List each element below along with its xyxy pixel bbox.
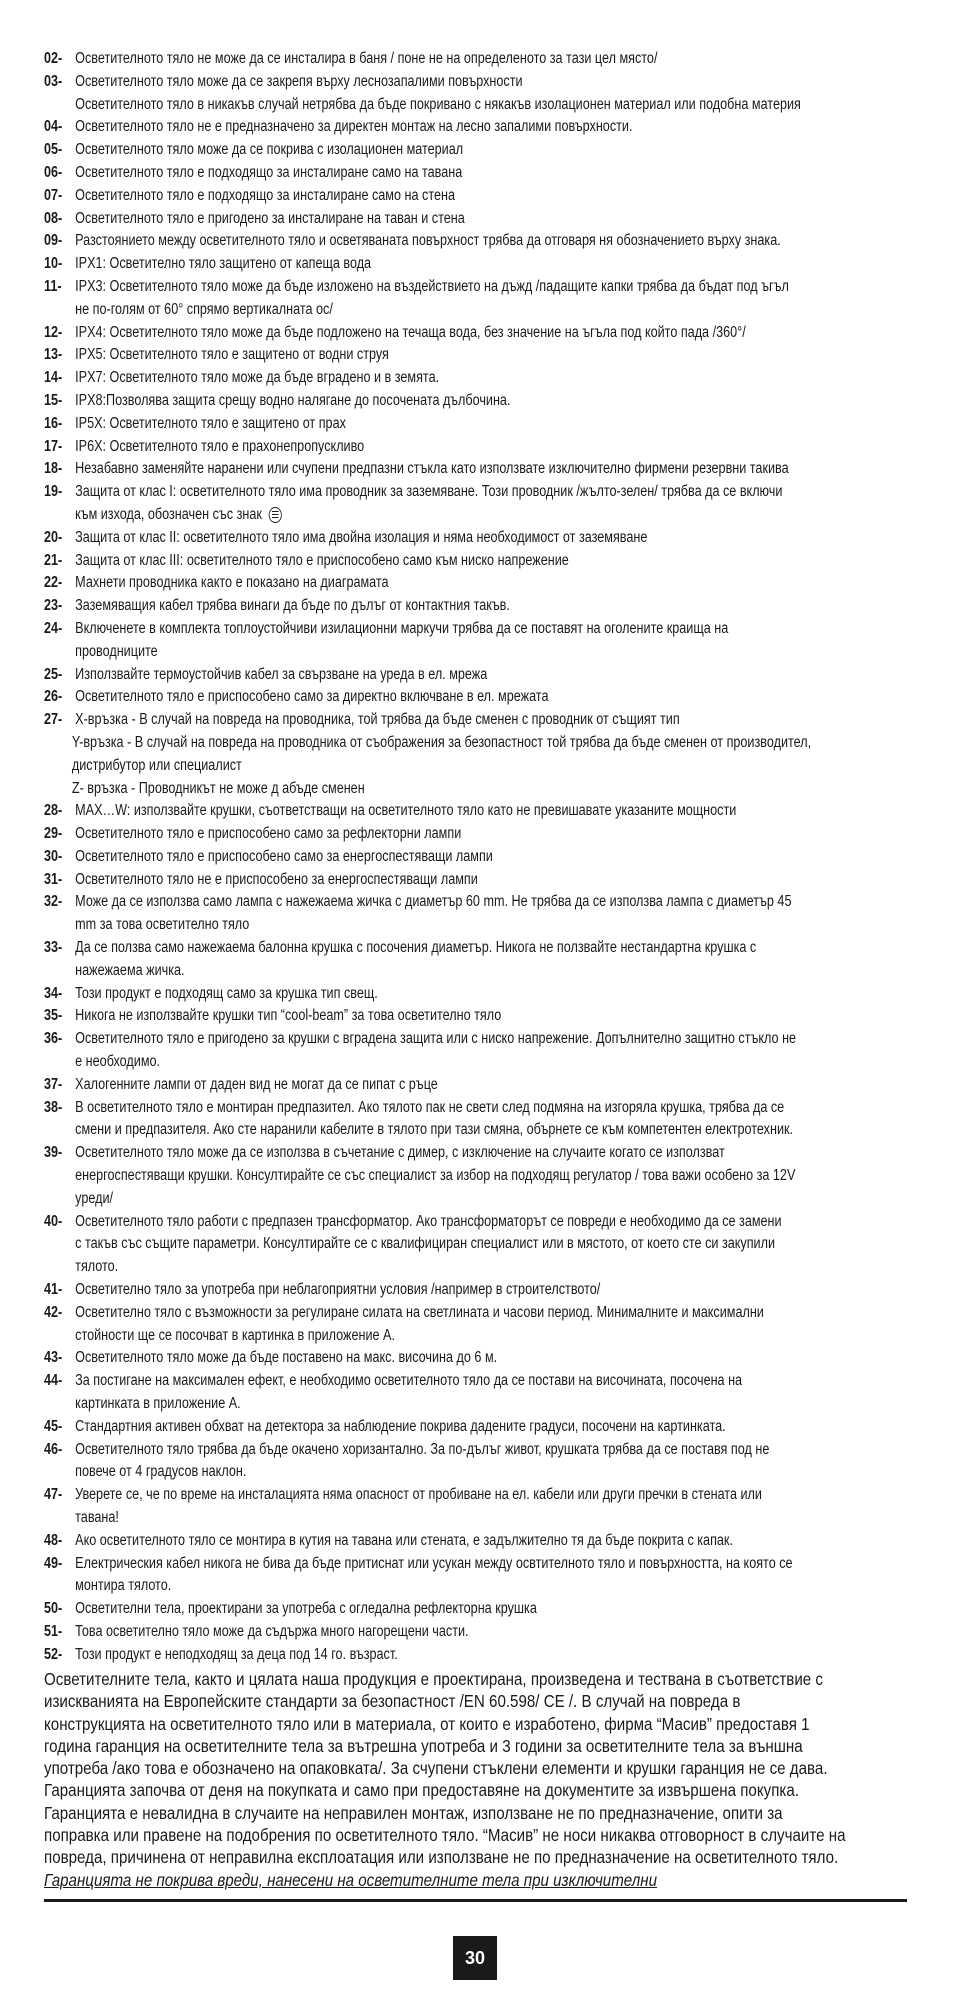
item-text: Стандартния активен обхват на детектора за наблюдение покрива дадените градуси, посочени на картинката.: [75, 1417, 726, 1435]
list-item: [44, 595, 954, 618]
bottom-rule: [44, 1899, 907, 1902]
list-item-continuation: [44, 755, 952, 778]
item-text: IPX8:Позволява защита срещу водно налягане до посочената дълбочина.: [75, 391, 511, 409]
item-number: 27-: [44, 711, 63, 729]
item-text: не по-голям от 60° спрямо вертикалната ос/: [75, 300, 333, 318]
list-item: [44, 1598, 954, 1621]
warranty-line: Осветителните тела, както и цялата наша продукция е проектирана, произведена и тествана в съответствие с: [44, 1669, 823, 1689]
list-item: [44, 413, 954, 436]
item-number: 51-: [44, 1622, 63, 1640]
item-text: енергоспестяващи крушки. Консултирайте се със специалист за избор на подходящ регулатор / това важи особено за 12V: [75, 1167, 796, 1185]
item-text: Използвайте термоустойчив кабел за свързване на уреда в ел. мрежа: [75, 665, 488, 683]
item-text: Незабавно заменяйте наранени или счупени предпазни стъкла като използвате изключително фирмени резервни такива: [75, 460, 789, 478]
list-item: [44, 686, 954, 709]
list-item-continuation: [44, 1461, 954, 1484]
item-number: 37-: [44, 1075, 63, 1093]
item-text: Z- връзка - Проводникът не може д абъде сменен: [71, 779, 365, 797]
item-text: Махнети проводника както е показано на диаграмата: [75, 574, 389, 592]
list-item: [44, 1211, 954, 1234]
item-text: Защита от клас III: осветителното тяло е приспособено само към ниско напрежение: [75, 551, 569, 569]
item-number: 11-: [44, 277, 62, 295]
item-number: 29-: [44, 825, 63, 843]
item-number: 06-: [44, 163, 63, 181]
item-text: Осветителното тяло не е предназначено за директен монтаж на лесно запалими повърхности.: [75, 118, 633, 136]
list-item-continuation: [44, 914, 954, 937]
list-item: [44, 550, 954, 573]
list-item-continuation: [44, 1325, 954, 1348]
item-number: 13-: [44, 346, 63, 364]
item-number: 10-: [44, 255, 63, 273]
item-text: IP6X: Осветителното тяло е прахонепропускливо: [75, 437, 365, 455]
item-text: Никога не използвайте крушки тип “cool-beam” за това осветително тяло: [75, 1007, 502, 1025]
list-item-continuation: [44, 1507, 954, 1530]
list-item: [44, 116, 954, 139]
list-item-continuation: [44, 94, 954, 117]
item-number: 38-: [44, 1098, 63, 1116]
item-number: 07-: [44, 186, 63, 204]
item-text: монтира тялото.: [75, 1577, 172, 1595]
item-text: стойности ще се посочват в картинка в приложение А.: [75, 1326, 395, 1344]
list-item: [44, 344, 954, 367]
warranty-line: поправка или правене на подобрения по осветителното тяло. “Масив” не носи никаква отговорност в случаите на: [44, 1825, 846, 1846]
item-text: MAX…W: използвайте крушки, съответстващи на осветителното тяло като не превишавате указаните мощности: [75, 802, 737, 820]
item-number: 28-: [44, 802, 63, 820]
list-item: [44, 390, 954, 413]
item-number: 34-: [44, 984, 63, 1002]
item-number: 02-: [44, 50, 63, 67]
item-text: Осветителното тяло е приспособено само за рефлекторни лампи: [75, 825, 462, 843]
item-number: 46-: [44, 1440, 63, 1458]
earth-ground-icon: [268, 507, 281, 523]
item-number: 22-: [44, 574, 63, 592]
item-number: 36-: [44, 1030, 63, 1048]
item-text: Осветителното тяло не може да се инсталира в баня / поне не на определеното за тази цел място/: [75, 50, 658, 67]
item-text: нажежаема жичка.: [75, 961, 185, 979]
item-number: 41-: [44, 1281, 63, 1299]
item-number: 42-: [44, 1303, 63, 1321]
item-text: Електрическия кабел никога не бива да бъде притиснат или усукан между освтителното тяло и повърхността, на която се: [75, 1554, 793, 1572]
list-item-continuation: [44, 960, 954, 983]
list-item: [44, 937, 954, 960]
warranty-section: [44, 1668, 924, 1891]
list-item: [44, 139, 954, 162]
list-item: [44, 800, 954, 823]
item-text: Осветително тяло за употреба при неблагоприятни условия /например в строителството/: [75, 1281, 601, 1299]
item-text: Осветително тяло с възможности за регулиране силата на светлината и часови период. Минималните и максимални: [75, 1303, 764, 1321]
item-text: IPX7: Осветителното тяло може да бъде вградено и в земята.: [75, 369, 440, 387]
item-text: Осветителното тяло може да се закрепя върху леснозапалими повърхности: [75, 72, 523, 90]
list-item: [44, 1484, 954, 1507]
item-number: 24-: [44, 619, 63, 637]
item-number: 05-: [44, 141, 63, 159]
list-item: [44, 1644, 954, 1667]
item-text: IPX3: Осветителното тяло може да бъде изложено на въздействието на дъжд /падащите капки трябва да бъдат под ъгъл: [75, 277, 789, 295]
item-number: 33-: [44, 939, 63, 957]
item-text: Заземяващия кабел трябва винаги да бъде по дълъг от контактния такъв.: [75, 597, 510, 615]
item-number: 17-: [44, 437, 63, 455]
item-text: Защита от клас I: осветителното тяло има проводник за заземяване. Този проводник /жълто-зелен/ трябва да се включи: [75, 483, 783, 501]
item-number: 04-: [44, 118, 63, 136]
item-number: 18-: [44, 460, 63, 478]
list-item: [44, 367, 954, 390]
item-text: Осветителното тяло е подходящо за инсталиране само на тавана: [75, 163, 463, 181]
list-item: [44, 869, 954, 892]
list-item: [44, 436, 954, 459]
list-item: [44, 276, 954, 299]
list-item: [44, 458, 954, 481]
item-number: 16-: [44, 414, 63, 432]
item-text: Ако осветителното тяло се монтира в кутия на тавана или стената, е задължително тя да бъде покрита с капак.: [75, 1531, 733, 1549]
list-item-continuation: [44, 1165, 954, 1188]
list-item: [44, 1553, 954, 1576]
item-number: 19-: [44, 483, 63, 501]
item-number: 48-: [44, 1531, 63, 1549]
item-text: Защита от клас II: осветителното тяло има двойна изолация и няма необходимост от заземяване: [75, 528, 648, 546]
item-text: тавана!: [75, 1509, 119, 1526]
item-number: 49-: [44, 1554, 63, 1572]
item-text: Осветителното тяло не е приспособено за енергоспестяващи лампи: [75, 870, 478, 888]
list-item: [44, 208, 954, 231]
item-text: Осветителното тяло може да бъде поставено на макс. височина до 6 м.: [75, 1349, 498, 1367]
list-item: [44, 709, 954, 732]
item-number: 03-: [44, 72, 63, 90]
item-number: 39-: [44, 1144, 63, 1162]
item-text: Уверете се, че по време на инсталацията няма опасност от пробиване на ел. кабели или други пречки в стената или: [75, 1486, 762, 1504]
item-number: 15-: [44, 391, 63, 409]
item-text: проводниците: [75, 642, 158, 660]
item-text: Осветителното тяло е пригодено за инсталиране на таван и стена: [75, 209, 465, 227]
item-number: 32-: [44, 893, 63, 911]
item-text: Този продукт е неподходящ за деца под 14 го. възраст.: [75, 1645, 398, 1663]
item-number: 44-: [44, 1372, 63, 1390]
item-number: 20-: [44, 528, 63, 546]
list-item: [44, 322, 954, 345]
item-text: Осветителни тела, проектирани за употреба с огледална рефлекторна крушка: [75, 1600, 537, 1618]
list-item: [44, 1347, 954, 1370]
item-text: IPX1: Осветително тяло защитено от капеща вода: [75, 255, 372, 273]
item-text: X-връзка - В случай на повреда на проводника, той трябва да бъде сменен с проводник от същият тип: [75, 711, 680, 729]
item-text: Y-връзка - В случай на повреда на проводника от съображения за безопастност той трябва да бъде сменен от производител,: [71, 733, 812, 751]
list-item-continuation: [44, 1051, 954, 1074]
item-text: Осветителното тяло е подходящо за инсталиране само на стена: [75, 186, 455, 204]
item-number: 40-: [44, 1212, 63, 1230]
warranty-line: година гаранция на осветителните тела за вътрешна употреба и 3 години за осветителните тела за външна: [44, 1735, 803, 1756]
item-number: 08-: [44, 209, 63, 227]
item-text: Осветителното тяло е приспособено само за директно включване в ел. мрежата: [75, 688, 549, 706]
item-number: 09-: [44, 232, 63, 250]
item-text: повече от 4 градусов наклон.: [75, 1463, 247, 1481]
list-item: [44, 1005, 954, 1028]
list-item-continuation: [44, 1256, 954, 1279]
list-item-continuation: [44, 1233, 954, 1256]
warranty-line: употреба /ако това е обозначено на опаковката/. За счупени стъклени елементи и крушки гаранция не се дава.: [44, 1758, 828, 1779]
list-item: [44, 1074, 954, 1097]
item-text: IPX4: Осветителното тяло може да бъде подложено на течаща вода, без значение на ъгъла под който пада /360°/: [75, 323, 746, 341]
item-text: Осветителното тяло е приспособено само за енергоспестяващи лампи: [75, 847, 493, 865]
item-text: към изхода, обозначен със знак: [75, 505, 262, 523]
item-number: 52-: [44, 1645, 63, 1663]
list-item: [44, 1621, 954, 1644]
warranty-line: Гаранцията е невалидна в случаите на неправилен монтаж, използване не по предназначение, опити за: [44, 1802, 783, 1823]
list-item-continuation: [44, 1393, 954, 1416]
item-text: картинката в приложение А.: [75, 1395, 241, 1413]
list-item-continuation: [44, 732, 952, 755]
item-text: Осветителното тяло може да се използва в съчетание с димер, с изключение на случаите когато се използват: [75, 1144, 725, 1162]
item-number: 35-: [44, 1007, 63, 1025]
item-text: с такъв със същите параметри. Консултирайте се с квалифициран специалист или в мястото, от което сте си закупили: [75, 1235, 776, 1253]
item-number: 12-: [44, 323, 63, 341]
list-item: [44, 823, 954, 846]
item-text: уреди/: [75, 1189, 114, 1207]
item-text: тялото.: [75, 1258, 119, 1276]
list-item: [44, 891, 954, 914]
item-text: Може да се използва само лампа с нажежаема жичка с диаметър 60 mm. Не трябва да се използва лампа с диаметър 45: [75, 893, 792, 911]
item-number: 45-: [44, 1417, 63, 1435]
item-number: 50-: [44, 1600, 63, 1618]
list-item: [44, 1028, 954, 1051]
list-item: [44, 162, 954, 185]
item-number: 25-: [44, 665, 63, 683]
item-text: Да се ползва само нажежаема балонна крушка с посочения диаметър. Никога не ползвайте нестандартна крушка с: [75, 939, 757, 957]
list-item: [44, 846, 954, 869]
item-text: Осветителното тяло може да се покрива с изолационен материал: [75, 141, 464, 159]
item-text: Този продукт е подходящ само за крушка тип свещ.: [75, 984, 378, 1002]
item-number: 43-: [44, 1349, 63, 1367]
item-text: За постигане на максимален ефект, е необходимо осветителното тяло да се постави на височината, посочена на: [75, 1372, 743, 1390]
item-text: Включенете в комплекта топлоустойчиви изилационни маркучи трябва да се поставят на оголените краища на: [75, 619, 729, 637]
list-item: [44, 1439, 954, 1462]
item-text: дистрибутор или специалист: [71, 756, 242, 774]
item-text: Това осветително тяло може да съдържа много нагорещени части.: [75, 1622, 469, 1640]
warranty-line: конструкцията на осветителното тяло или в материала, от които е изработено, фирма “Масив” предоставя 1: [44, 1713, 810, 1734]
item-text: В осветителното тяло е монтиран предпазител. Ако тялото пак не свети след подмяна на изгоряла крушка, трябва да се: [75, 1098, 785, 1116]
item-number: 14-: [44, 369, 63, 387]
list-item-continuation: [44, 641, 954, 664]
item-text: е необходимо.: [75, 1053, 161, 1071]
list-item: [44, 48, 954, 71]
item-text: Разстоянието между осветителното тяло и осветяваната повърхност трябва да отговаря ня обозначението върху знака.: [75, 232, 781, 250]
list-item: [44, 1416, 954, 1439]
list-item: [44, 230, 954, 253]
list-item-continuation: [44, 504, 954, 527]
item-number: 30-: [44, 847, 63, 865]
list-item: [44, 983, 954, 1006]
warranty-line: изискванията на Европейските стандарти за безопастност /EN 60.598/ CE /. В случай на повреда в: [44, 1691, 741, 1712]
list-item: [44, 1302, 954, 1325]
list-item: [44, 481, 954, 504]
symbol-explanations-list: [44, 48, 924, 1667]
list-item-continuation: [44, 1188, 954, 1211]
list-item-continuation: [44, 778, 952, 801]
item-text: mm за това осветително тяло: [75, 916, 250, 934]
item-text: IP5X: Осветителното тяло е защитено от прах: [75, 414, 346, 432]
list-item: [44, 664, 954, 687]
item-number: 47-: [44, 1486, 63, 1504]
item-text: Осветителното тяло работи с предпазен трансформатор. Ако трансформаторът се повреди е необходимо да се замени: [75, 1212, 782, 1230]
warranty-line: Гаранцията започва от деня на покупката и само при предоставяне на документите за извършена покупка.: [44, 1780, 799, 1801]
item-text: Халогенните лампи от даден вид не могат да се пипат с ръце: [75, 1075, 438, 1093]
list-item: [44, 618, 954, 641]
item-text: Осветителното тяло в никакъв случай нетрябва да бъде покривано с някакъв изолационен материал или подобна материя: [75, 95, 801, 113]
list-item: [44, 1530, 954, 1553]
item-number: 31-: [44, 870, 63, 888]
list-item: [44, 572, 954, 595]
list-item: [44, 1279, 954, 1302]
list-item: [44, 1370, 954, 1393]
warranty-underlined-line: Гаранцията не покрива вреди, нанесени на осветителните тела при изключителни: [44, 1869, 657, 1890]
warranty-line: повреда, причинена от неправилна експлоатация или използване не по предназначение на осветителното тяло.: [44, 1847, 839, 1868]
list-item: [44, 527, 954, 550]
list-item: [44, 185, 954, 208]
list-item-continuation: [44, 1575, 954, 1598]
list-item: [44, 253, 954, 276]
item-number: 23-: [44, 597, 63, 615]
item-text: смени и предпазителя. Ако сте наранили кабелите в тялото при тази смяна, обърнете се към компетентен електротехник.: [75, 1121, 794, 1139]
list-item: [44, 1097, 954, 1120]
item-number: 21-: [44, 551, 63, 569]
item-text: Осветителното тяло е пригодено за крушки с вградена защита или с ниско напрежение. Допълнително защитно стъкло не: [75, 1030, 797, 1048]
list-item-continuation: [44, 1119, 954, 1142]
item-text: IPX5: Осветителното тяло е защитено от водни струя: [75, 346, 389, 364]
item-text: Осветителното тяло трябва да бъде окачено хоризантално. За по-дълъг живот, крушката трябва да се поставя под не: [75, 1440, 770, 1458]
item-number: 26-: [44, 688, 63, 706]
list-item: [44, 1142, 954, 1165]
list-item: [44, 71, 954, 94]
page-number: 30: [453, 1936, 497, 1980]
list-item-continuation: [44, 299, 954, 322]
